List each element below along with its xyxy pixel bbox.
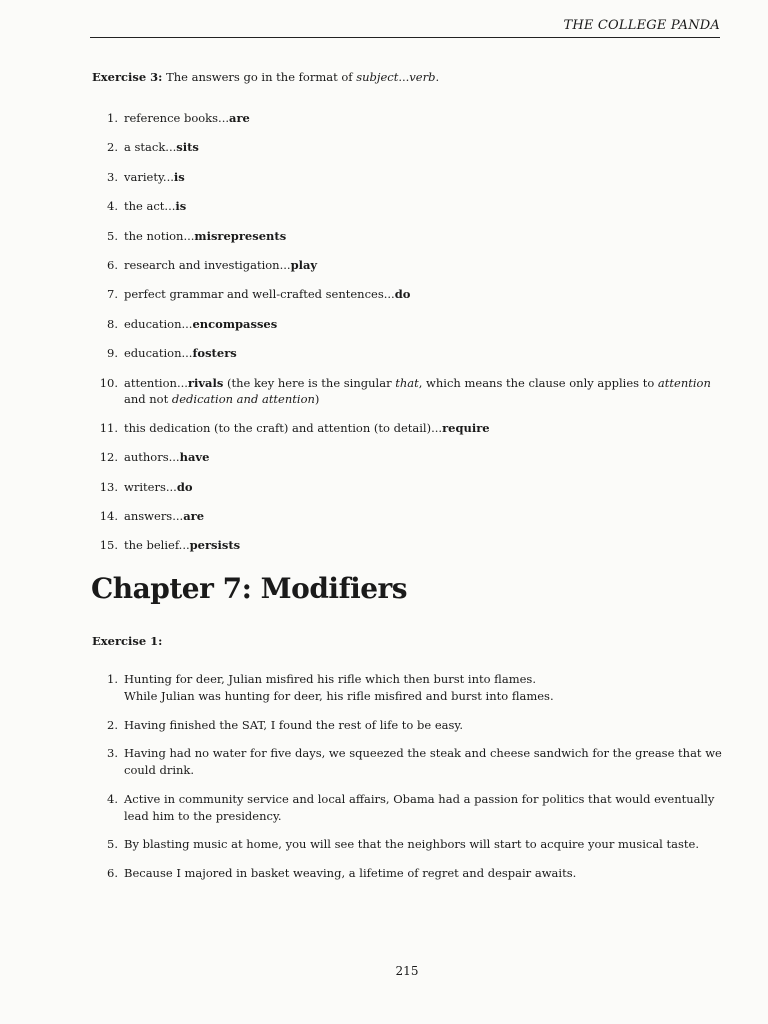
item-subject: the act... [124,199,176,214]
item-subject: attention... [124,375,188,390]
item-number: 14. [99,509,118,524]
list-item [92,286,724,302]
list-item [92,865,724,882]
item-subject: authors... [124,450,180,465]
item-number: 1. [107,672,118,686]
list-item [92,110,724,126]
item-verb: do [176,479,193,494]
item-note: , which means the clause only applies to [418,375,658,390]
exercise-1-list [92,671,724,893]
chapter-title: Chapter 7: Modifiers [91,572,408,605]
header-rule [90,37,720,38]
list-item [92,316,724,332]
item-note: ) [314,391,320,406]
list-item [92,717,724,734]
list-item [92,198,724,214]
item-subject: writers... [124,479,177,494]
item-note: (the key here is the singular [223,375,396,390]
item-number: 15. [99,538,118,553]
item-verb: are [183,509,205,524]
list-item [92,449,724,465]
item-number: 6. [107,865,118,880]
item-note: and not [124,391,172,406]
item-number: 3. [107,169,118,184]
item-number: 4. [107,199,118,214]
exercise-3-label: Exercise 3: [92,70,163,84]
item-verb: have [179,450,210,465]
item-sentence: Hunting for deer, Julian misfired his rifle which then burst into flames. [124,672,536,686]
item-subject: variety... [124,169,174,184]
list-item [92,420,724,436]
item-verb: is [173,169,185,184]
item-verb: rivals [187,375,224,390]
item-number: 10. [99,375,118,390]
list-item [92,345,724,361]
item-verb: play [290,257,318,272]
item-verb: persists [189,538,241,553]
item-verb: encompasses [192,316,278,331]
item-number: 9. [107,346,118,361]
list-item [92,537,724,553]
list-item [92,169,724,185]
item-subject: reference books... [124,111,230,125]
item-number: 13. [99,479,118,494]
list-item [92,375,724,407]
item-subject: education... [124,346,193,361]
list-item [92,745,724,779]
item-note-emphasis: attention [657,375,711,390]
exercise-3-heading [92,70,439,84]
exercise-1-heading: Exercise 1: [92,634,163,648]
list-item [92,508,724,524]
item-subject: the notion... [124,228,195,243]
list-item [92,257,724,273]
item-sentence: Having finished the SAT, I found the rest of life to be easy. [124,717,464,732]
format-subject: subject [356,70,399,84]
item-number: 1. [107,111,118,125]
item-sentence: Having had no water for five days, we squeezed the steak and cheese sandwich for the grease that we could drink. [124,746,722,777]
item-sentence: Active in community service and local affairs, Obama had a passion for politics that would eventually lead him to the presidency. [124,791,715,823]
item-note-emphasis: that [395,375,419,390]
item-verb: sits [176,140,199,155]
item-number: 2. [107,140,118,155]
format-verb: verb [409,70,436,84]
exercise-3-answer-list [92,110,724,567]
exercise-3-intro: The answers go in the format of [162,70,357,84]
item-verb: do [394,287,411,302]
item-subject: answers... [124,509,184,524]
item-number: 3. [107,746,118,760]
item-number: 4. [107,791,118,806]
list-item [92,791,724,825]
item-subject: research and investigation... [124,257,291,272]
format-dots: ... [398,70,410,84]
list-item [92,836,724,853]
item-number: 2. [107,717,118,732]
item-sentence: Because I majored in basket weaving, a lifetime of regret and despair awaits. [124,865,577,880]
item-verb: misrepresents [194,228,287,243]
item-number: 7. [107,287,118,302]
list-item [92,479,724,495]
item-subject: perfect grammar and well-crafted sentences... [124,287,395,302]
page-number: 215 [395,964,419,978]
item-number: 12. [99,450,118,465]
item-number: 5. [107,837,118,851]
item-number: 8. [107,316,118,331]
item-sentence-correction: While Julian was hunting for deer, his rifle misfired and burst into flames. [124,689,554,703]
item-verb: require [442,420,490,435]
format-period: . [435,70,440,84]
item-verb: fosters [192,346,237,361]
item-subject: this dedication (to the craft) and attention (to detail)... [124,420,443,435]
running-header: THE COLLEGE PANDA [563,18,720,33]
item-subject: education... [124,316,193,331]
item-note-emphasis: dedication and attention [171,391,315,406]
item-sentence: By blasting music at home, you will see that the neighbors will start to acquire your musical taste. [124,837,699,851]
item-subject: the belief... [124,538,190,553]
item-verb: are [229,111,250,125]
list-item [92,228,724,244]
list-item [92,671,724,705]
item-number: 5. [107,228,118,243]
item-subject: a stack... [124,140,177,155]
item-number: 6. [107,257,118,272]
item-verb: is [175,199,187,214]
item-number: 11. [99,420,118,435]
list-item [92,139,724,155]
